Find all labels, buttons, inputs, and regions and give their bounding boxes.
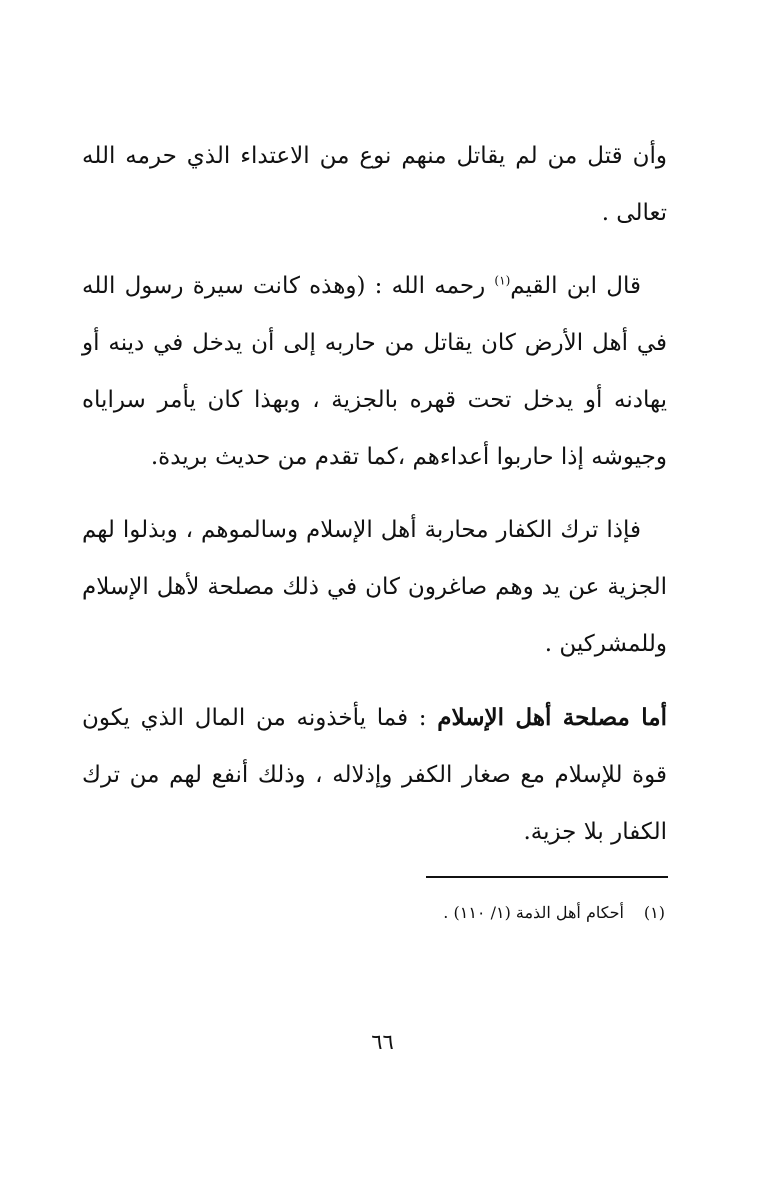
paragraph-2 (82, 258, 667, 486)
paragraph-1 (82, 128, 667, 242)
footnote-number: (١) (643, 903, 665, 922)
footnote-text: أحكام أهل الذمة (١/ ١١٠) . (443, 903, 624, 922)
paragraph-1-text: وأن قتل من لم يقاتل منهم نوع من الاعتداء الذي حرمه الله تعالى . (82, 143, 667, 226)
paragraph-gap (82, 486, 667, 502)
page-number: ٦٦ (371, 1030, 394, 1054)
paragraph-4 (82, 689, 667, 861)
footnote-separator (426, 876, 668, 878)
paragraph-3 (82, 502, 667, 673)
paragraph-3-text: فإذا ترك الكفار محاربة أهل الإسلام وسالموهم ، وبذلوا لهم الجزية عن يد وهم صاغرون كان في ذلك مصلحة لأهل الإسلام وللمشركين . (82, 517, 667, 657)
footnote-reference: (١) (494, 273, 511, 288)
paragraph-gap (82, 242, 667, 258)
paragraph-2-text: رحمه الله : (وهذه كانت سيرة رسول الله في أهل الأرض كان يقاتل من حاربه إلى أن يدخل في دينه أو يهادنه أو يدخل تحت قهره بالجزية ، وبهذا كان يأمر سراياه وجيوشه إذا حاربوا أعداءهم ،كما تقدم من حديث بريدة. (82, 273, 667, 470)
paragraph-2-lead: قال ابن القيم (510, 273, 641, 299)
main-text (82, 128, 667, 861)
paragraph-gap (82, 673, 667, 689)
footnote (443, 900, 665, 926)
paragraph-4-heading: أما مصلحة أهل الإسلام (437, 704, 667, 731)
paragraph-4-text: : فما يأخذونه من المال الذي يكون قوة للإسلام مع صغار الكفر وإذلاله ، وذلك أنفع لهم من ترك الكفار بلا جزية. (82, 705, 667, 845)
